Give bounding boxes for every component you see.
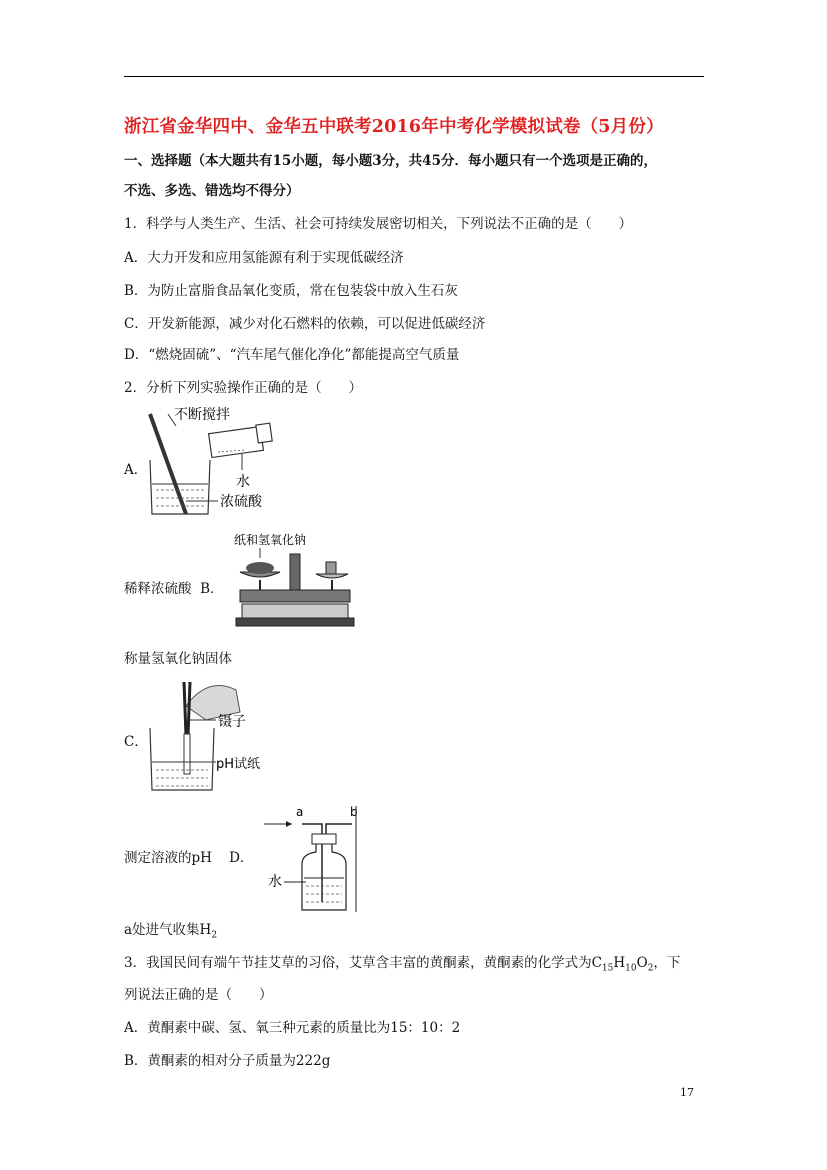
balance-pillar (290, 554, 300, 590)
gas-bottle-figure (262, 802, 362, 914)
q2-c-letter: C． (124, 734, 148, 750)
page-number: 17 (680, 1086, 694, 1099)
tweezers-arm (188, 682, 190, 736)
q2-d-caption: a处进气收集$H_2$ (124, 922, 218, 941)
sodium-hydroxide-pile (246, 562, 274, 574)
beaker-outline (150, 728, 214, 790)
section-heading-line2: 不选、多选、错选均不得分） (124, 183, 300, 199)
section-heading-line1: 一、选择题（本大题共有15小题，每小题3分，共45分．每小题只有一个选项是正确的， (124, 153, 657, 169)
tweezers-arm (184, 682, 186, 736)
q3-option-a: A．黄酮素中碳、氢、氧三种元素的质量比为15：10：2 (124, 1020, 461, 1036)
dilution-figure (146, 402, 286, 520)
balance-base (242, 604, 348, 618)
q2-d-letter: D． (229, 850, 254, 866)
stopper (312, 834, 336, 844)
ph-paper-label: pH试纸 (216, 757, 261, 772)
q1-stem: 1．科学与人类生产、生活、社会可持续发展密切相关，下列说法不正确的是（ ） (124, 216, 633, 232)
page-title: 浙江省金华四中、金华五中联考2016年中考化学模拟试卷（5月份） (124, 117, 664, 137)
stir-label: 不断搅拌 (174, 407, 230, 423)
header-rule (124, 76, 704, 77)
bottle (302, 844, 346, 910)
q3-option-b: B．黄酮素的相对分子质量为222g (124, 1053, 331, 1069)
water-label: 水 (268, 874, 282, 890)
ph-paper (184, 734, 190, 774)
q3-stem-line1: 3．我国民间有端午节挂艾草的习俗，艾草含丰富的黄酮素，黄酮素的化学式为$C_{15}H_{10}O_2$，下 (124, 955, 681, 974)
q1-option-b: B．为防止富脂食品氧化变质，常在包装袋中放入生石灰 (124, 283, 458, 299)
port-b-label: b (350, 805, 358, 819)
q2-c-caption: 测定溶液的pH D． (124, 850, 254, 866)
balance-foot (236, 618, 354, 626)
acid-label: 浓硫酸 (220, 494, 262, 510)
weight (326, 562, 336, 574)
q2-b-letter: B． (200, 581, 224, 597)
q3-stem-line2: 列说法正确的是（ ） (124, 987, 273, 1003)
tweezers-label: 镊子 (218, 714, 246, 730)
glass-rod (150, 414, 186, 514)
port-a-label: a (296, 805, 304, 819)
container-cap (256, 423, 272, 443)
balance-beam (240, 590, 350, 602)
water-label: 水 (236, 474, 250, 490)
q1-option-c: C．开发新能源，减少对化石燃料的依赖，可以促进低碳经济 (124, 316, 486, 332)
q2-a-caption: 稀释浓硫酸 B． (124, 581, 224, 597)
q2-b-caption: 称量氢氧化钠固体 (124, 651, 232, 667)
q1-option-a: A．大力开发和应用氢能源有利于实现低碳经济 (124, 250, 404, 266)
right-pan (316, 574, 348, 578)
q1-option-d: D．“燃烧固硫”、“汽车尾气催化净化”都能提高空气质量 (124, 347, 460, 363)
balance-figure (232, 530, 356, 630)
balance-label: 纸和氢氧化钠 (234, 533, 307, 547)
ph-test-figure (146, 676, 264, 794)
arrow-head (286, 821, 292, 827)
q2-a-letter: A． (124, 462, 148, 478)
water-container (209, 426, 264, 457)
q2-stem: 2．分析下列实验操作正确的是（ ） (124, 380, 363, 396)
